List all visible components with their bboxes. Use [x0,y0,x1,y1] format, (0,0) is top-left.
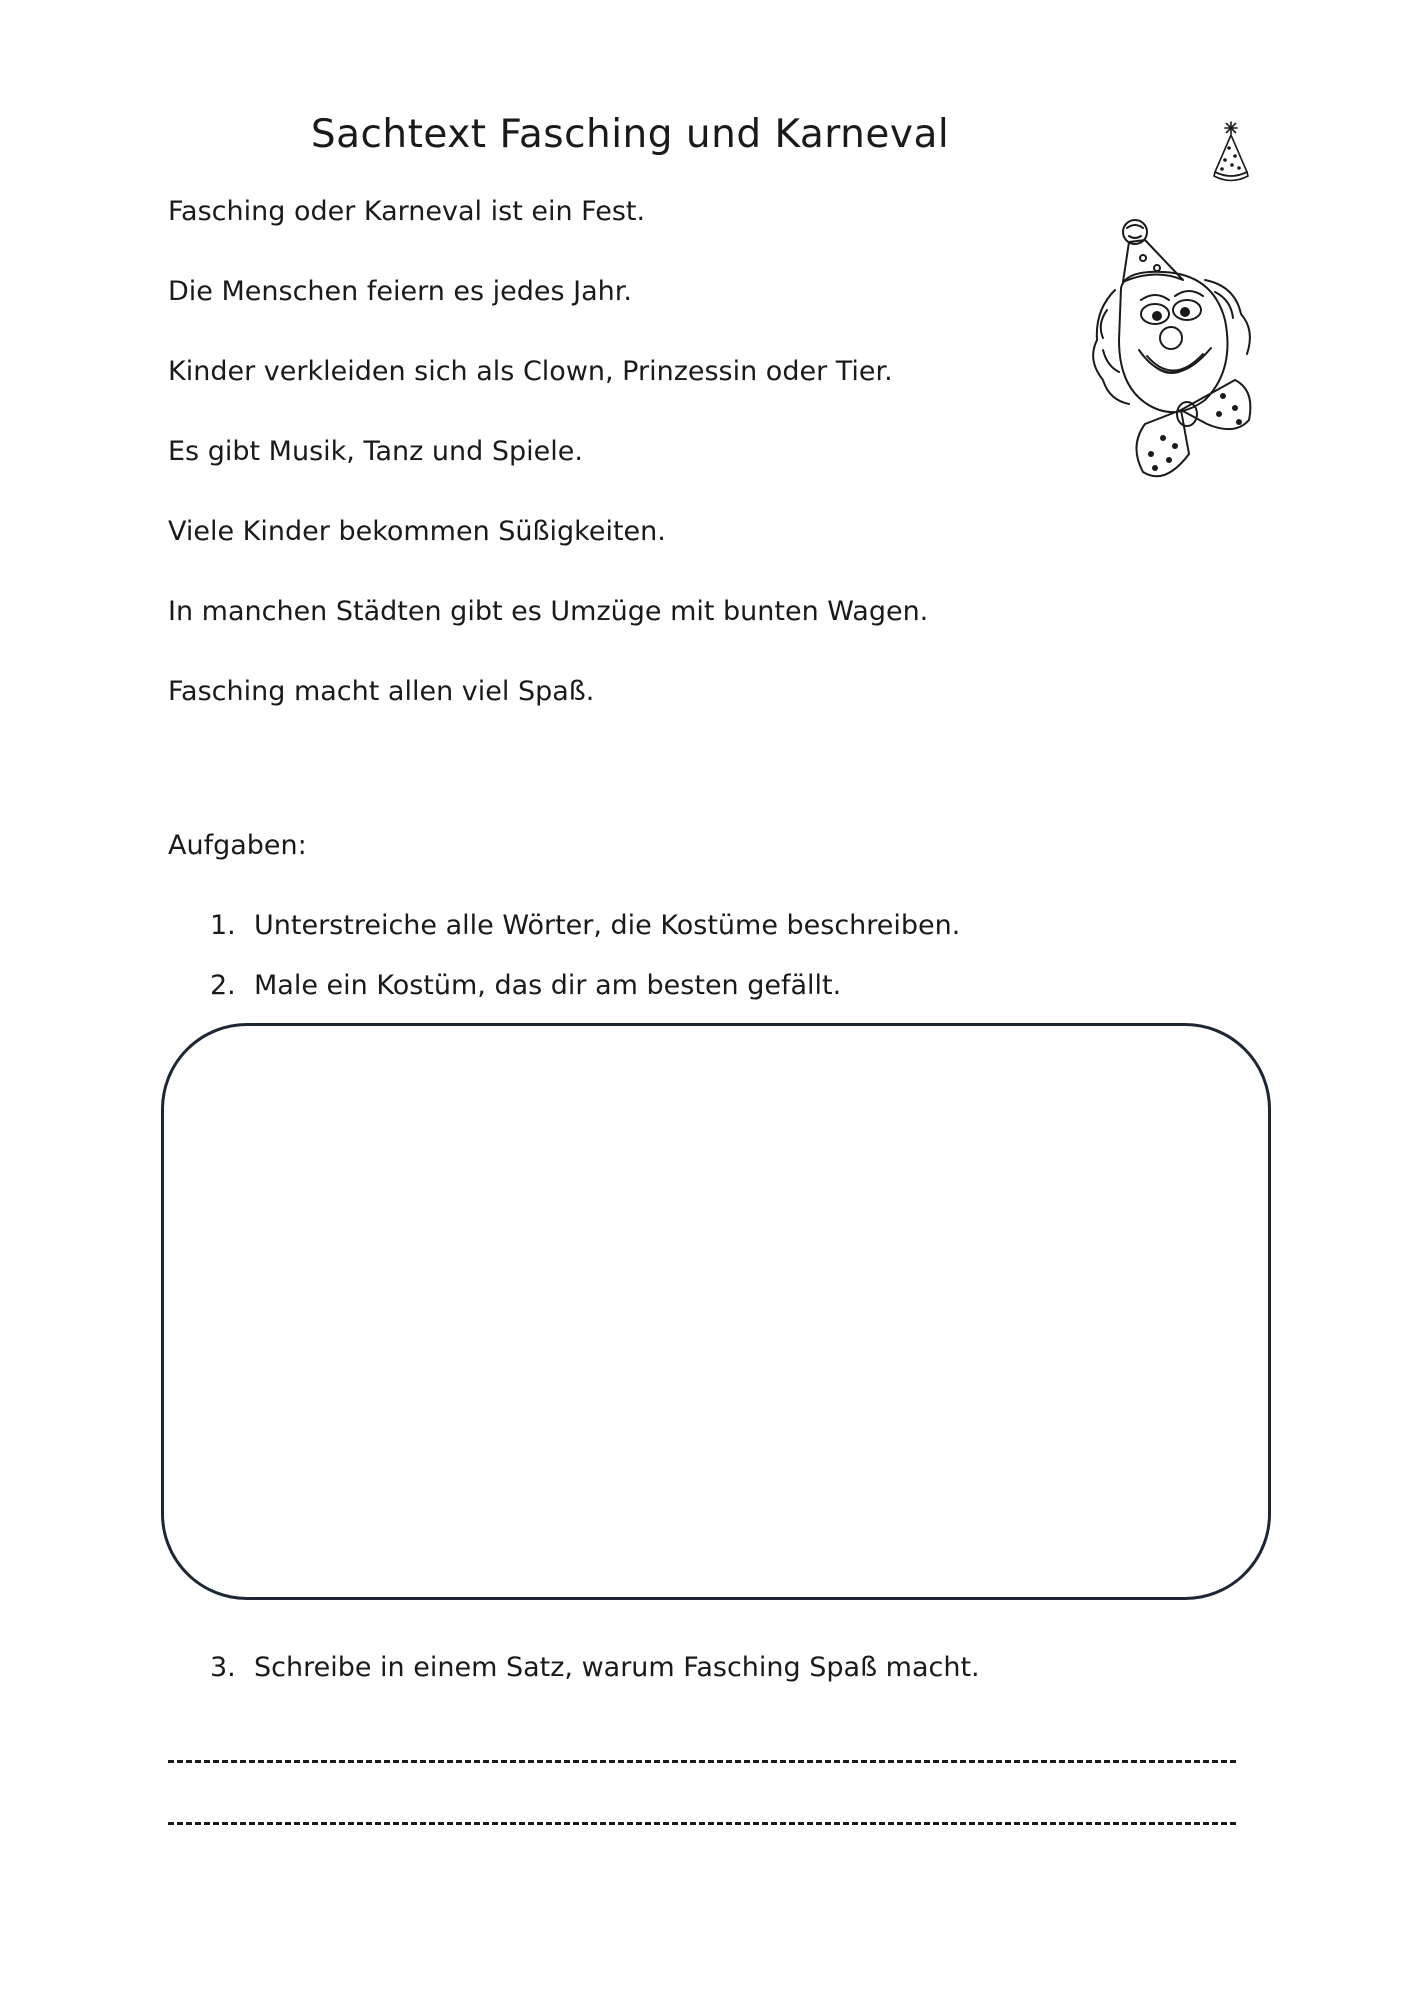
task-text: Unterstreiche alle Wörter, die Kostüme beschreiben. [254,910,961,941]
tasks-heading: Aufgaben: [168,830,307,861]
answer-line[interactable] [168,1822,1236,1825]
text-line: Fasching oder Karneval ist ein Fest. [168,196,646,227]
task-number: 3. [210,1652,236,1683]
task-number: 2. [210,970,236,1001]
task-item [210,910,960,941]
answer-line[interactable] [168,1760,1236,1763]
task-text: Male ein Kostüm, das dir am besten gefällt. [254,970,842,1001]
clown-illustration [1085,210,1305,490]
party-hat-icon [1208,118,1254,184]
page-title: Sachtext Fasching und Karneval [310,112,950,157]
text-line: Fasching macht allen viel Spaß. [168,676,595,707]
drawing-area[interactable] [161,1023,1271,1600]
text-line: Die Menschen feiern es jedes Jahr. [168,276,632,307]
text-line: Viele Kinder bekommen Süßigkeiten. [168,516,666,547]
text-line: Es gibt Musik, Tanz und Spiele. [168,436,583,467]
task-text: Schreibe in einem Satz, warum Fasching Spaß macht. [254,1652,980,1683]
text-line: In manchen Städten gibt es Umzüge mit bunten Wagen. [168,596,929,627]
task-item [210,1652,980,1683]
task-number: 1. [210,910,236,941]
task-item [210,970,841,1001]
text-line: Kinder verkleiden sich als Clown, Prinzessin oder Tier. [168,356,893,387]
